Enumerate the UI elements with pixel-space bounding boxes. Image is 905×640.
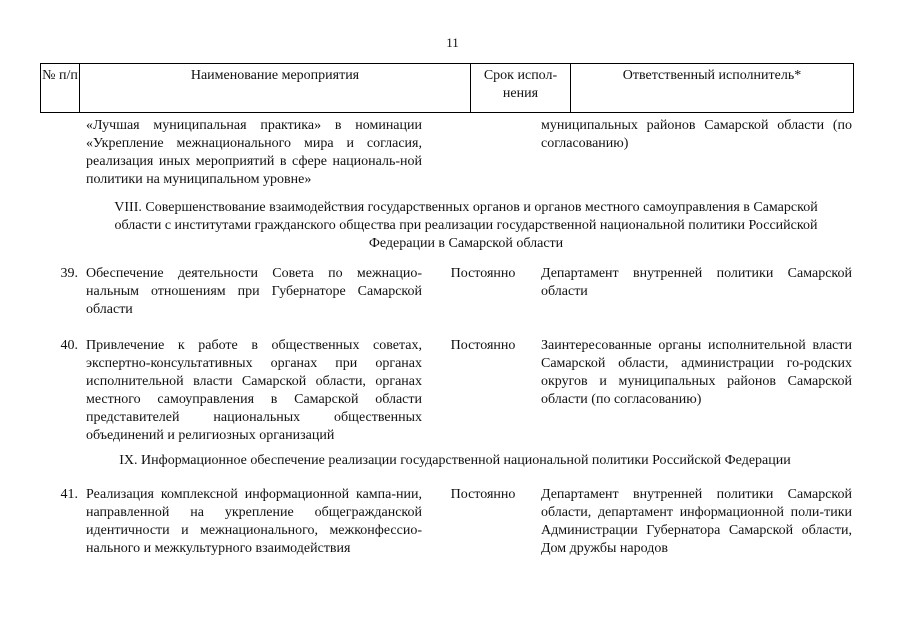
row-responsible: Департамент внутренней политики Самарской области, департамент информационной поли-тики Администрации Губернатора Самарской области, Дом дружбы народов [541,487,852,556]
row-deadline: Постоянно [450,487,516,502]
header-num: № п/п [42,68,78,83]
header-name: Наименование мероприятия [79,64,470,112]
section-heading-viii: VIII. Совершенствование взаимодействия государственных органов и органов местного самоуправления в Самарской области с институтами гражданского общества при реализации государственной национальной политики Российской Федерации в Самарской области [114,200,818,251]
section-heading-ix: IX. Информационное обеспечение реализации государственной национальной политики Российской Федерации [119,453,791,468]
row-deadline: Постоянно [450,338,516,353]
row-responsible: Заинтересованные органы исполнительной власти Самарской области, администрации го-родских округов и муниципальных районов Самарской области (по согласованию) [541,338,852,407]
continuation-responsible: муниципальных районов Самарской области (по согласованию) [541,118,852,151]
continuation-name: «Лучшая муниципальная практика» в номинации «Укрепление межнационального мира и согласия, реализация иных мероприятий в сфере националь-ной политики на муниципальном уровне» [86,118,422,187]
row-name: Обеспечение деятельности Совета по межнацио-нальным отношениям при Губернаторе Самарской области [86,266,422,317]
row-name: Реализация комплексной информационной кампа-нии, направленной на укрепление общегражданской идентичности и межнационального, межконфессио-нального и межкультурного взаимодействия [86,487,422,556]
row-deadline: Постоянно [450,266,516,281]
row-responsible: Департамент внутренней политики Самарской области [541,266,852,299]
table-header [40,63,854,113]
row-number: 39. [60,266,78,281]
header-responsible: Ответственный исполнитель* [570,64,853,112]
header-deadline: Срок испол-нения [470,64,570,112]
row-name: Привлечение к работе в общественных советах, экспертно-консультативных органах при органах исполнительной власти Самарской области, органах местного самоуправления в Самарской области представителей национальных общественных объединений и религиозных организаций [86,338,422,443]
page-number: 11 [446,35,459,50]
row-number: 41. [60,487,78,502]
row-number: 40. [60,338,78,353]
